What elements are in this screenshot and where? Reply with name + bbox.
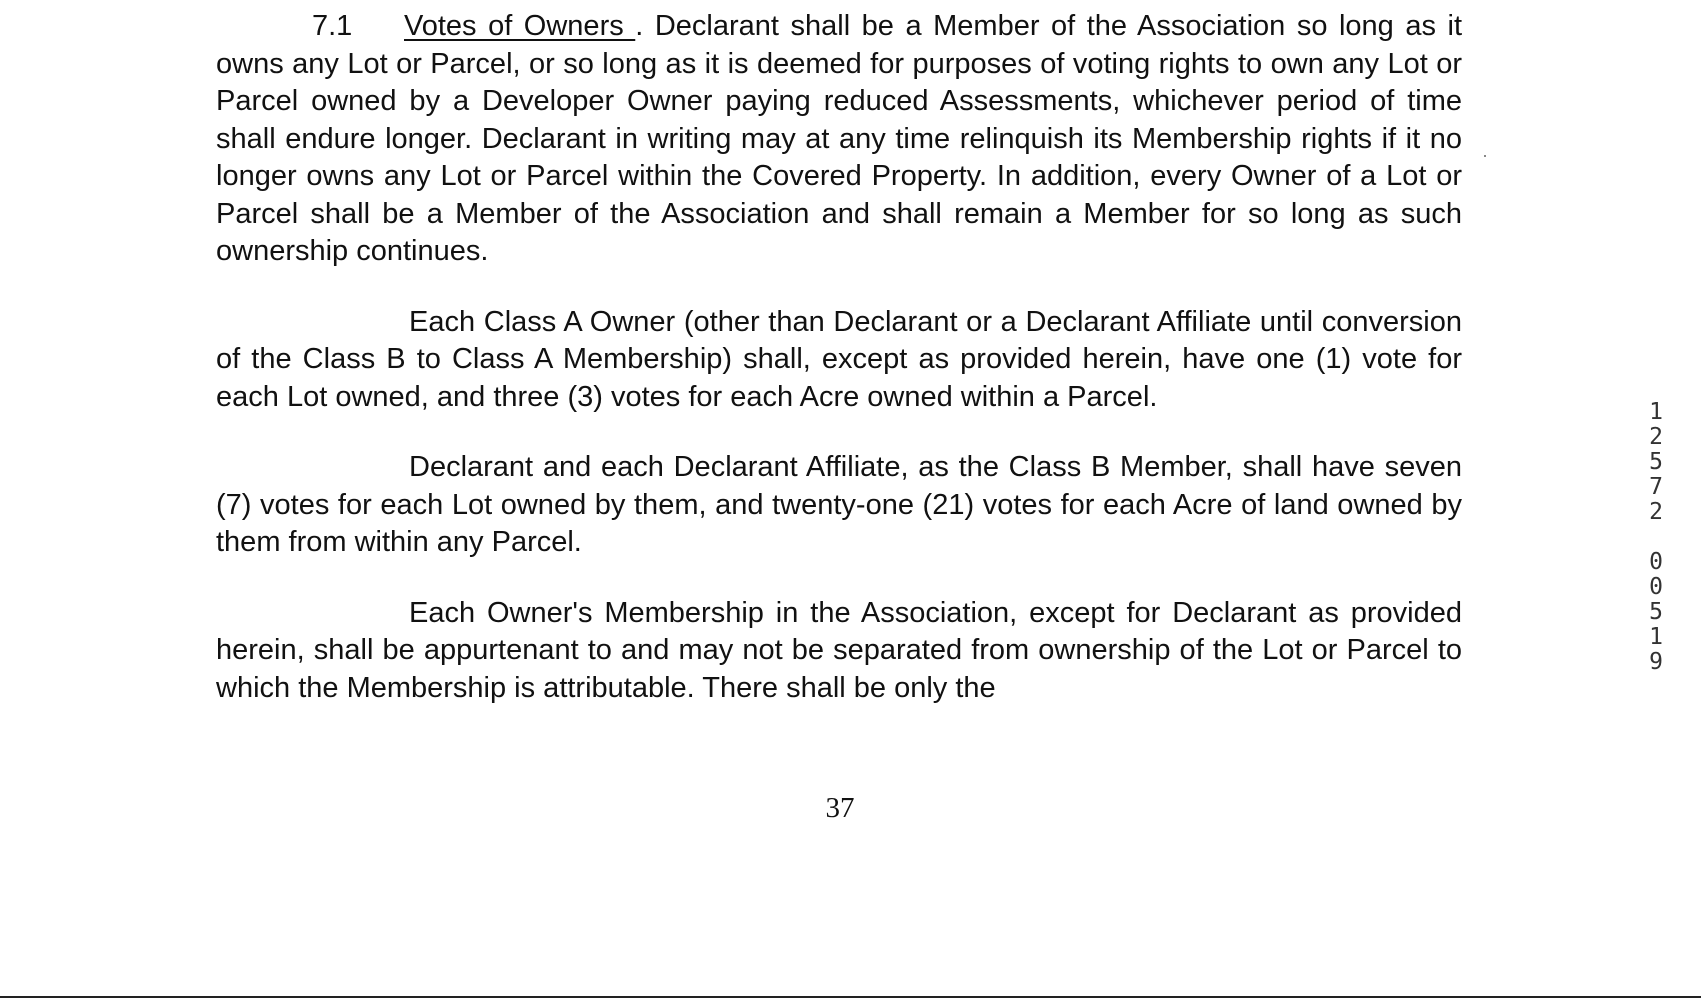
stamp-digit: 5 (1649, 599, 1663, 625)
page-number: 37 (825, 792, 855, 824)
section-title: Votes of Owners (404, 10, 636, 42)
stamp-digit: 9 (1649, 649, 1663, 675)
paragraph-class-a-votes: Each Class A Owner (other than Declarant or a Declarant Affiliate until conversion of the Class B to Class A Membership) shall, except as provided herein, have one (1) vote for each Lot owned, and three (3) votes for each Acre owned within a Parcel. (216, 305, 1462, 413)
stamp-digit: 0 (1649, 574, 1663, 600)
stamp-digit: 7 (1649, 474, 1663, 500)
section-7-1-paragraph (216, 8, 1462, 271)
stamp-gap (1644, 525, 1668, 550)
scan-speck (1484, 155, 1486, 157)
stamp-digit: 2 (1649, 424, 1663, 450)
section-first-paragraph-text: . Declarant shall be a Member of the Association so long as it owns any Lot or Parcel, or so long as it is deemed for purposes of voting rights to own any Lot or Parcel owned by a Developer Owner paying reduced Assessments, whichever period of time shall endure longer. Declarant in writing may at any time relinquish its Membership rights if it no longer owns any Lot or Parcel within the Covered Property. In addition, every Owner of a Lot or Parcel shall be a Member of the Association and shall remain a Member for so long as such ownership continues. (216, 10, 1463, 267)
stamp-digit: 0 (1649, 549, 1663, 575)
section-number: 7.1 (312, 10, 353, 42)
stamp-digit: 2 (1649, 499, 1663, 525)
paragraph-membership-appurtenant: Each Owner's Membership in the Association, except for Declarant as provided herein, shall be appurtenant to and may not be separated from ownership of the Lot or Parcel to which the Membership is attributable. There shall be only the (216, 596, 1462, 704)
bottom-scan-edge (0, 996, 1701, 998)
recording-number-stamp (1644, 400, 1668, 675)
document-body (216, 8, 1462, 740)
stamp-digit: 5 (1649, 449, 1663, 475)
paragraph-class-b-votes: Declarant and each Declarant Affiliate, as the Class B Member, shall have seven (7) votes for each Lot owned by them, and twenty-one (21) votes for each Acre of land owned by them from within any Parcel. (216, 451, 1462, 558)
stamp-digit: 1 (1649, 399, 1663, 425)
stamp-digit: 1 (1649, 624, 1663, 650)
